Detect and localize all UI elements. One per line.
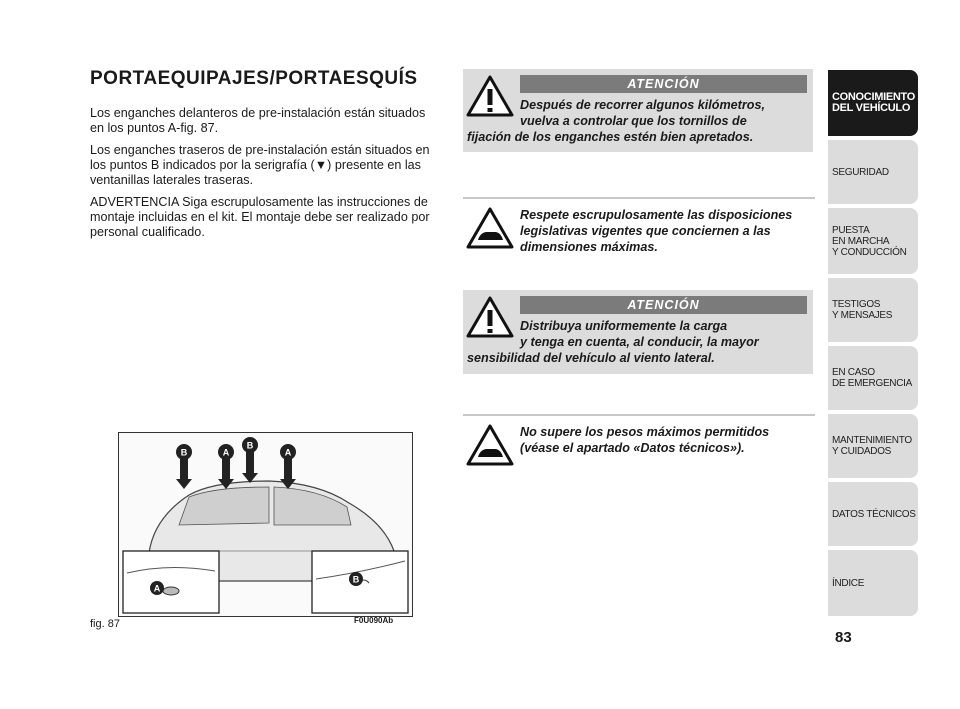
- tab-label: ÍNDICE: [832, 577, 865, 589]
- tab-testigos-y-mensajes[interactable]: [828, 278, 918, 342]
- note-line: Respete escrupulosamente las disposiciones: [520, 208, 793, 222]
- warning-heading: ATENCIÓN: [520, 296, 807, 314]
- tab-seguridad[interactable]: [828, 140, 918, 204]
- note-text: [520, 207, 792, 255]
- tab-label: CONOCIMIENTO DEL VEHÍCULO: [832, 91, 915, 114]
- tab-en-caso-de-emergencia[interactable]: [828, 346, 918, 410]
- tab-label: SEGURIDAD: [832, 166, 889, 178]
- marker-label: B: [246, 440, 254, 451]
- car-roof-mount-figure: [118, 432, 413, 617]
- tab-puesta-en-marcha[interactable]: [828, 208, 918, 274]
- inset-label-b: B: [352, 574, 360, 585]
- tab-label: PUESTA EN MARCHA Y CONDUCCIÓN: [832, 224, 907, 258]
- warning-line: y tenga en cuenta, al conducir, la mayor: [520, 335, 759, 349]
- section-title: PORTAEQUIPAJES/PORTAESQUÍS: [90, 68, 418, 89]
- tab-label: TESTIGOS Y MENSAJES: [832, 299, 893, 321]
- note-line: (véase el apartado «Datos técnicos»).: [520, 441, 745, 455]
- note-max-weight: [463, 416, 815, 468]
- note-text: [520, 424, 769, 456]
- warning-text: [463, 97, 765, 145]
- tab-conocimiento-del-vehiculo[interactable]: [828, 70, 918, 136]
- warning-line: sensibilidad del vehículo al viento lateral.: [467, 351, 715, 365]
- tab-indice[interactable]: [828, 550, 918, 616]
- tab-label: EN CASO DE EMERGENCIA: [832, 367, 913, 389]
- paragraph-advertencia: ADVERTENCIA Siga escrupulosamente las instrucciones de montaje incluidas en el kit. El montaje debe ser realizado por personal cualificado.: [90, 195, 430, 239]
- page-number: 83: [835, 629, 852, 646]
- marker-label: A: [222, 447, 230, 458]
- body-text: [90, 106, 440, 247]
- tab-datos-tecnicos[interactable]: [828, 482, 918, 546]
- warning-line: Después de recorrer algunos kilómetros,: [520, 98, 765, 112]
- warning-line: Distribuya uniformemente la carga: [520, 319, 728, 333]
- warning-text: [463, 318, 759, 366]
- figure-code: F0U090Ab: [354, 616, 394, 625]
- tab-mantenimiento-y-cuidados[interactable]: [828, 414, 918, 478]
- tab-label: DATOS TÉCNICOS: [832, 508, 916, 520]
- paragraph-front-mounts: Los enganches delanteros de pre-instalación están situados en los puntos A-fig. 87.: [90, 106, 426, 135]
- tab-label: MANTENIMIENTO Y CUIDADOS: [832, 435, 912, 457]
- marker-label: A: [284, 447, 292, 458]
- note-line: legislativas vigentes que conciernen a las: [520, 224, 771, 238]
- car-illustration: [119, 433, 412, 616]
- warning-line: fijación de los enganches estén bien apretados.: [467, 130, 754, 144]
- figure-caption: fig. 87: [90, 618, 120, 630]
- note-dimensions: [463, 199, 815, 259]
- car-warning-icon: [466, 207, 514, 249]
- marker-label: B: [180, 447, 188, 458]
- note-line: No supere los pesos máximos permitidos: [520, 425, 770, 439]
- note-line: dimensiones máximas.: [520, 240, 658, 254]
- car-warning-icon: [466, 424, 514, 466]
- warning-line: vuelva a controlar que los tornillos de: [520, 114, 747, 128]
- warning-box-2: [463, 290, 813, 374]
- paragraph-rear-mounts: Los enganches traseros de pre-instalación están situados en los puntos B indicados por la serigrafía (▼) presente en las ventanillas laterales traseras.: [90, 143, 430, 187]
- inset-front-mount: [123, 551, 219, 613]
- warning-heading: ATENCIÓN: [520, 75, 807, 93]
- inset-label-a: A: [153, 583, 161, 594]
- warning-box-1: [463, 69, 813, 152]
